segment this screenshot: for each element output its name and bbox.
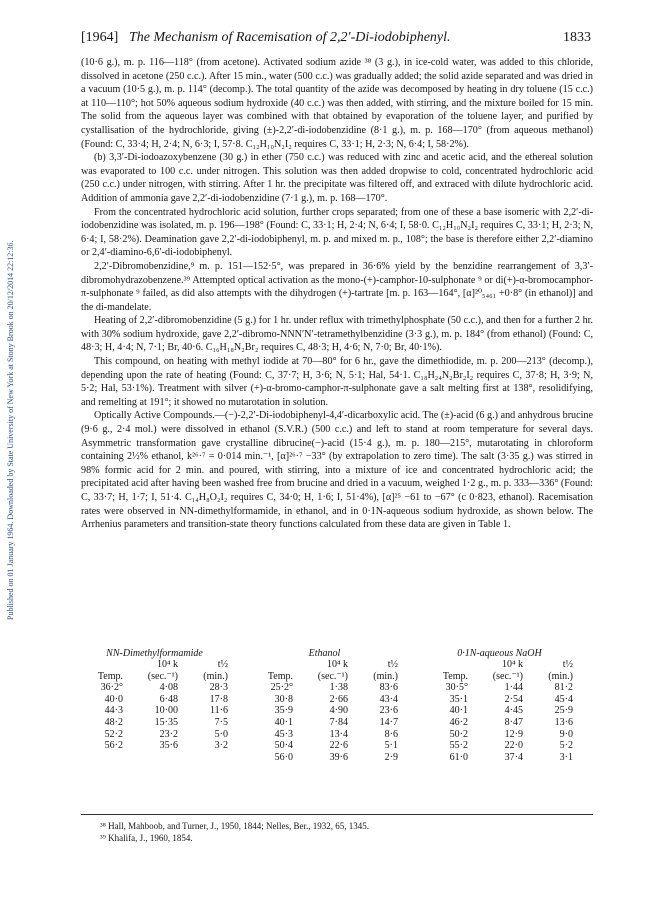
table-cell: 8·47: [504, 716, 523, 728]
table-cell: 5·0: [214, 728, 228, 740]
table-cell: 50·2: [449, 728, 468, 740]
table-cell: 2·9: [384, 751, 398, 763]
table-cell: 11·6: [210, 705, 228, 717]
table-cell: 22·0: [504, 740, 523, 752]
table-cell: 81·2: [554, 682, 573, 694]
table-cell: [426, 659, 468, 671]
table-cell: 13·4: [329, 728, 348, 740]
table-row: [426, 682, 573, 694]
header-title: The Mechanism of Racemisation of 2,2′-Di-iodobiphenyl.: [129, 30, 451, 45]
table-cell: 46·2: [449, 716, 468, 728]
table-cell: 3·2: [214, 740, 228, 752]
table-cell: 7·84: [329, 716, 348, 728]
table-cell: 10⁴ k: [502, 659, 523, 670]
table-cell: 83·6: [379, 682, 398, 694]
table-cell: 30·5°: [445, 682, 468, 694]
table-cell: (min.): [373, 670, 398, 682]
table-cell: 50·4: [274, 740, 293, 752]
table-cell: 43·4: [379, 693, 398, 705]
table-row: [426, 705, 573, 717]
table-cell: 10⁴ k: [157, 659, 178, 670]
table-cell: 10·00: [154, 705, 178, 717]
table-row: [251, 694, 398, 706]
table-cell: 56·2: [104, 740, 123, 752]
table-row: [251, 682, 398, 694]
table-row: [426, 717, 573, 729]
table-cell: 2·54: [504, 693, 523, 705]
table-cell: 30·8: [274, 693, 293, 705]
article-body: [81, 56, 593, 532]
table-cell: 44·3: [104, 705, 123, 717]
table-row: [251, 752, 398, 764]
table-row: [81, 729, 228, 741]
table-cell: 35·9: [274, 705, 293, 717]
paragraph: Heating of 2,2′-dibromobenzidine (5 g.) for 1 hr. under reflux with trimethylphosphate (50 c.c.), and then for a further 2 hr. with 30% sodium hydroxide, gave 2,2′-dibromo-NNN′N′-tetramethylbenzidine (3·3 g.), m. p. 184° (from ethanol) (Found: C, 48·3; H, 4·4; N, 7·1; Br, 40·6. C₁₆H₁₈N₂Br₂ requires C, 48·3; H, 4·6; N, 7·0; Br, 40·1%).: [81, 315, 593, 354]
table-header-row: [426, 659, 573, 671]
table-cell: 1·44: [504, 682, 523, 694]
table-cell: (sec.⁻¹): [147, 670, 178, 682]
footnote: ³⁸ Hall, Mahboob, and Turner, J., 1950, 1844; Nelles, Ber., 1932, 65, 1345.: [100, 821, 369, 831]
table-cell: 17·8: [209, 693, 228, 705]
table-row: [251, 729, 398, 741]
table-cell: 45·3: [274, 728, 293, 740]
table-cell: 52·2: [104, 728, 123, 740]
table-cell: (min.): [548, 670, 573, 682]
table-cell: Temp.: [267, 670, 293, 682]
table-cell: 48·2: [104, 716, 123, 728]
table-cell: 40·0: [104, 693, 123, 705]
table-row: [251, 717, 398, 729]
paragraph: From the concentrated hydrochloric acid solution, further crops separated; from one of these a base isomeric with 2,2′-di-iodobenzidine was isolated, m. p. 196—198° (Found: C, 33·1; H, 2·4; N, 6·4; I, 58·0. C₁₂H₁₀N₂I₂ requires C, 33·1; H, 2·3; N, 6·4; I, 58·2%). Deamination gave 2,2′-di-iodobiphenyl, m. p. and mixed m. p., 108°; the base is therefore either 2,2′-diamino or 2,4′-diamino-6,6′-di-iodobiphenyl.: [81, 206, 593, 259]
table-cell: 37·4: [504, 751, 523, 763]
footnote-rule: [81, 814, 593, 815]
table-cell: 15·35: [154, 716, 178, 728]
table-cell: 28·3: [209, 682, 228, 694]
table-cell: 25·9: [554, 705, 573, 717]
table-cell: Temp.: [442, 670, 468, 682]
table-cell: 61·0: [449, 751, 468, 763]
table-cell: 5·1: [384, 740, 398, 752]
running-header: [81, 30, 591, 48]
table-header-row: [426, 671, 573, 683]
solvent-title: 0·1N-aqueous NaOH: [457, 648, 542, 659]
paragraph: Optically Active Compounds.—(−)-2,2′-Di-iodobiphenyl-4,4′-dicarboxylic acid. The (±)-acid (6 g.) and anhydrous brucine (9·6 g., 2·4 mol.) were dissolved in ethanol (S.V.R.) (500 c.c.) and left to stand at room temperature for several days. Asymmetric transformation gave crystalline dibrucine(−)-acid (15·4 g.), m. p. 180—215°, mutarotating in chloroform containing 2½% ethanol, k²⁶·⁷ = 0·014 min.⁻¹, [α]²⁶·⁷ −33° (by extrapolation to zero time). The salt (3·35 g.) was stirred in 98% formic acid for 2 min. and poured, with stirring, into a mixture of ice and concentrated hydrochloric acid; the precipitated acid after having been washed free from brucine and dried in a vacuum, weighed 1·2 g., m. p. 333—336° (Found: C, 33·7; H, 1·7; I, 51·4. C₁₄H₈O₂I₂ requires C, 34·0; H, 1·6; I, 51·4%), [α]²⁵ −61 to −67° (c 0·823, ethanol). Racemisation rates were observed in NN-dimethylformamide, in ethanol, and in 0·1N-aqueous sodium hydroxide, as shown below. The Arrhenius parameters and transition-state theory functions calculated from these data are given in Table 1.: [81, 410, 593, 531]
table-cell: 12·9: [504, 728, 523, 740]
table-cell: 22·6: [329, 740, 348, 752]
header-year: [1964]: [81, 30, 119, 45]
table-group: [426, 648, 573, 763]
table-group: [251, 648, 398, 763]
table-cell: (sec.⁻¹): [317, 670, 348, 682]
table-cell: 23·6: [379, 705, 398, 717]
table-cell: Temp.: [97, 670, 123, 682]
table-cell: t½: [562, 659, 573, 670]
table-cell: 9·0: [559, 728, 573, 740]
table-cell: 6·48: [159, 693, 178, 705]
solvent-title: NN-Dimethylformamide: [106, 648, 203, 659]
table-row: [81, 682, 228, 694]
table-cell: 40·1: [274, 716, 293, 728]
table-cell: 5·2: [559, 740, 573, 752]
table-row: [251, 740, 398, 752]
paragraph: (b) 3,3′-Di-iodoazoxybenzene (30 g.) in ether (750 c.c.) was reduced with zinc and acetic acid, and the ethereal solution was evaporated to 100 c.c. under nitrogen. This solution was then added dropwise to cold, concentrated hydrochloric acid (250 c.c.) under nitrogen, with stirring. After 1 hr. the precipitate was filtered off, and extraced with dilute hydrochloric acid. Addition of ammonia gave 2,2′-di-iodobenzidine (7·1 g.), m. p. 168—170°.: [81, 152, 593, 204]
table-cell: 1·38: [329, 682, 348, 694]
table-cell: (sec.⁻¹): [492, 670, 523, 682]
table-cell: 36·2°: [100, 682, 123, 694]
table-cell: [251, 659, 293, 671]
paragraph: 2,2′-Dibromobenzidine,⁹ m. p. 151—152·5°, was prepared in 36·6% yield by the benzidine rearrangement of 3,3′-dibromohydrazobenzene.³⁹ Attempted optical activation as the mono-(+)-camphor-10-sulphonate ⁹ or di(+)-α-bromocamphor-π-sulphonate ⁹ failed, as did also attempts with the dihydrogen (+)-tartrate [m. p. 163—164°, [α]²⁰₅₄₆₁ +0·8° (in ethanol)] and the di-mandelate.: [81, 260, 593, 313]
table-row: [426, 694, 573, 706]
table-cell: 4·90: [329, 705, 348, 717]
table-cell: t½: [217, 659, 228, 670]
table-cell: 14·7: [379, 716, 398, 728]
table-cell: 13·6: [554, 716, 573, 728]
table-header-row: [81, 659, 228, 671]
table-cell: 3·1: [559, 751, 573, 763]
paragraph: (10·6 g.), m. p. 116—118° (from acetone). Activated sodium azide ³⁸ (3 g.), in ice-cold water, was added to this chloride, dissolved in acetone (250 c.c.). After 15 min., water (500 c.c.) was gradually added; the solid azide separated and was dried in a vacuum (10·5 g.), m. p. 114° (decomp.). The total quantity of the azide was decomposed by heating in dry toluene (15 c.c.) at 110—110°; hot 50% aqueous sodium hydroxide (40 c.c.) was then added, with stirring, and the mixture boiled for 15 min. The solid from the aqueous layer was combined with that obtained by evaporation of the toluene layer, and purified by cystallisation of the hydrochloride, giving (±)-2,2′-di-iodobenzidine (8·1 g.), m. p. 168—170° (from aqueous methanol) (Found: C, 33·4; H, 2·4; N, 6·3; I, 57·8. C₁₂H₁₀N₂I₂ requires C, 33·1; H, 2·3; N, 6·4; I, 58·2%).: [81, 57, 593, 150]
table-row: [81, 705, 228, 717]
table-row: [81, 740, 228, 752]
table-cell: 2·66: [329, 693, 348, 705]
table-header-row: [251, 671, 398, 683]
paragraph: This compound, on heating with methyl iodide at 70—80° for 6 hr., gave the dimethiodide, m. p. 200—213° (decomp.), depending upon the rate of heating (Found: C, 37·7; H, 3·6; N, 5·1; Hal, 54·1. C₁₈H₂₄N₂Br₂I₂ requires C, 37·8; H, 3·9; N, 5·2; Hal, 53·1%). Treatment with silver (+)-α-bromo-camphor-π-sulphonate gave a salt melting first at 138°, resolidifying, and remelting at 191°; it showed no mutarotation in solution.: [81, 356, 593, 408]
table-cell: 4·08: [159, 682, 178, 694]
table-row: [426, 729, 573, 741]
table-cell: 35·1: [449, 693, 468, 705]
table-cell: [81, 659, 123, 671]
download-notice: Published on 01 January 1964. Downloaded by State University of New York at Stony Brook on 20/12/2014 22:12:36.: [6, 240, 15, 620]
table-cell: 7·5: [214, 716, 228, 728]
table-cell: 8·6: [384, 728, 398, 740]
table-cell: t½: [387, 659, 398, 670]
table-header-row: [81, 671, 228, 683]
table-row: [426, 740, 573, 752]
page-number: 1833: [563, 30, 591, 45]
table-cell: 25·2°: [270, 682, 293, 694]
table-header-row: [251, 659, 398, 671]
footnote: ³⁹ Khalifa, J., 1960, 1854.: [100, 833, 193, 843]
table-row: [81, 694, 228, 706]
table-row: [426, 752, 573, 764]
table-row: [251, 705, 398, 717]
table-cell: 45·4: [554, 693, 573, 705]
table-cell: 40·1: [449, 705, 468, 717]
table-cell: 35·6: [159, 740, 178, 752]
solvent-title: Ethanol: [308, 648, 341, 659]
table-row: [81, 717, 228, 729]
table-cell: (min.): [203, 670, 228, 682]
table-cell: 10⁴ k: [327, 659, 348, 670]
table-cell: 55·2: [449, 740, 468, 752]
table-group: [81, 648, 228, 752]
table-cell: 39·6: [329, 751, 348, 763]
table-cell: 23·2: [159, 728, 178, 740]
table-cell: 56·0: [274, 751, 293, 763]
table-cell: 4·45: [504, 705, 523, 717]
